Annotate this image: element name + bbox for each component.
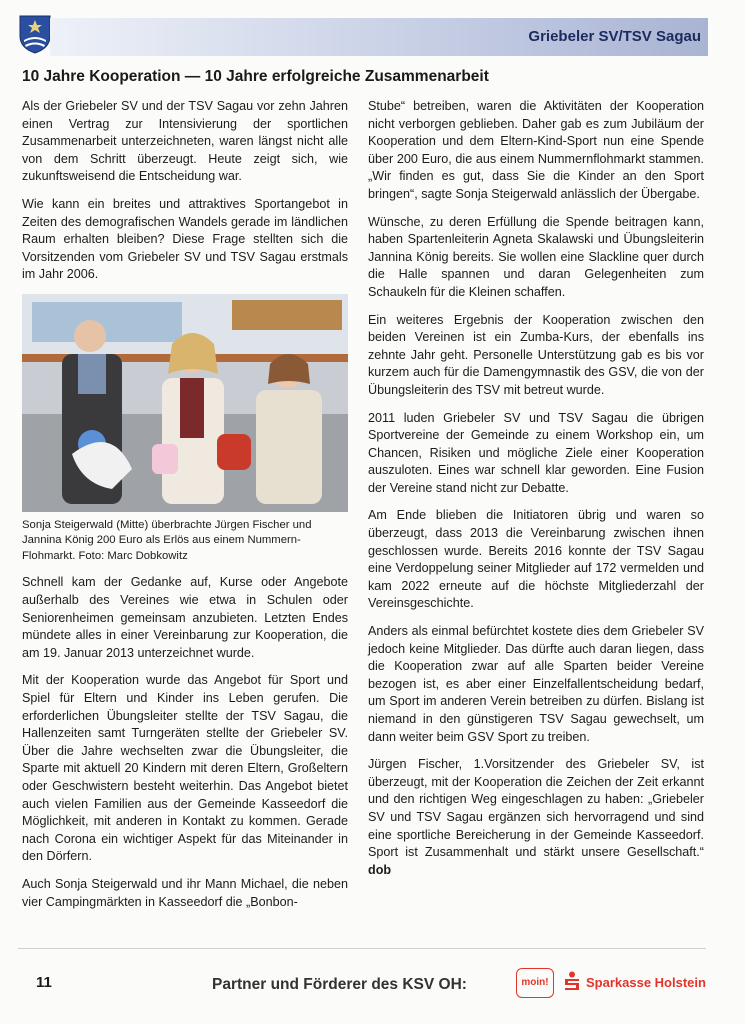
partner-text: Partner und Förderer des KSV OH: (212, 976, 467, 993)
sparkasse-logo-icon (563, 971, 581, 991)
paragraph: Am Ende blieben die Initiatoren übrig und waren so überzeugt, dass 2013 die Vereinbarung zwischen ihnen geschlossen wurde. Bereits 2016 konnte der TSV Sagau eine Verdoppelung seiner Mitglieder auf 172 vermelden und kam 2022 erneute auf die höchste Mitgliederzahl der Vereinsgeschichte. (368, 508, 704, 611)
left-column (22, 98, 348, 921)
right-column (368, 98, 704, 889)
article-title: 10 Jahre Kooperation — 10 Jahre erfolgreiche Zusammenarbeit (22, 68, 489, 85)
paragraph: Schnell kam der Gedanke auf, Kurse oder Angebote außerhalb des Vereines wie etwa in Schulen oder Seniorenheimen gemeinsam anzubieten. Letzten Endes mündete alles in einer Vereinbarung zur Kooperation, die am 19. Januar 2013 unterzeichnet wurde. (22, 575, 348, 660)
article-photo (22, 294, 348, 512)
paragraph-last (368, 756, 704, 879)
author-signature: dob (368, 862, 392, 877)
sparkasse-name: Sparkasse Holstein (586, 975, 706, 990)
paragraph: Mit der Kooperation wurde das Angebot für Sport und Spiel für Eltern und Kinder ins Leben gerufen. Die erforderlichen Übungsleiter stellte der TSV Sagau, die Hallenzeiten samt Turngeräten stellte der Griebeler SV. Über die Jahre wechselten zwar die Übungsleiter, die Sparte mit aktuell 20 Kindern mit deren Eltern, Großeltern oder Geschwistern besteht weiterhin. Das Angebot bietet auch vielen Familien aus der Gemeinde Kasseedorf die Möglichkeit, mit anderen in Kontakt zu kommen. Gerade nach Corona ein wichtiger Aspekt für das Miteinander in den Dörfern. (22, 673, 348, 864)
paragraph: Anders als einmal befürchtet kostete dies dem Griebeler SV jedoch keine Mitglieder. Das dürfte auch daran liegen, dass die Kooperation zwar auf alle Sparten beider Vereine bezogen ist, es aber einer Einzelfallentscheidung bedarf, um Sport im anderen Verein betreiben zu dürfen. Bislang ist niemand in den günstigeren TSV Sagau gewechselt, um dann weiter beim GSV Sport zu treiben. (368, 624, 704, 744)
paragraph: Wünsche, zu deren Erfüllung die Spende beitragen kann, haben Spartenleiterin Agneta Skalawski und Übungsleiterin Jannina König bereits. Sie wollen eine Slackline quer durch die Halle spannen und daran Gelegenheiten zum Schaukeln für die Kleinen schaffen. (368, 214, 704, 299)
paragraph: Auch Sonja Steigerwald und ihr Mann Michael, die neben vier Campingmärkten in Kasseedorf die „Bonbon- (22, 876, 348, 909)
paragraph: Wie kann ein breites und attraktives Sportangebot in Zeiten des demografischen Wandels gerade im ländlichen Raum erhalten bleiben? Diese Frage stellten sich die Vorsitzenden vom Griebeler SV und TSV Sagau erstmals im Jahr 2006. (22, 196, 348, 282)
last-paragraph-text: Jürgen Fischer, 1.Vorsitzender des Griebeler SV, ist überzeugt, mit der Kooperation die Zeichen der Zeit erkannt und den richtigen Weg eingeschlagen zu haben: „Griebeler SV und TSV Sagau ergänzen sich hervorragend und sind eine sportliche Bereicherung in der Gemeinde Kasseedorf. Sport ist Zusammenhalt und stärkt unsere Gesellschaft.“ (368, 757, 704, 860)
paragraph: Ein weiteres Ergebnis der Kooperation zwischen den beiden Vereinen ist ein Zumba-Kurs, der ebenfalls ins zehnte Jahr geht. Personelle Unterstützung gab es bis vor kurzem auch für die Damengymnastik des GSV, die von der Übungsleiterin des TSV mit betreut wurde. (368, 312, 704, 397)
moin-logo: moin! (516, 968, 554, 998)
club-crest-icon (18, 14, 52, 54)
photo-caption: Sonja Steigerwald (Mitte) überbrachte Jürgen Fischer und Jannina König 200 Euro als Erlös aus einem Nummern-Flohmarkt. Foto: Marc Dobkowitz (22, 518, 312, 562)
paragraph: Als der Griebeler SV und der TSV Sagau vor zehn Jahren einen Vertrag zur Intensivierung der sportlichen Zusammenarbeit unterzeichneten, waren längst nicht alle von dem Schritt überzeugt. Heute zeigt sich, wie zukunftsweisend die Entscheidung war. (22, 99, 348, 184)
header-club-name: Griebeler SV/TSV Sagau (528, 28, 701, 45)
footer-divider (18, 948, 706, 949)
page-number: 11 (36, 974, 52, 991)
paragraph: 2011 luden Griebeler SV und TSV Sagau die übrigen Sportvereine der Gemeinde zu einem Workshop ein, um Chancen, Risiken und mögliche Ziele einer Kooperation auszuloten. Eines war schnell klar geworden. Eine Fusion der Vereine stand nicht zur Debatte. (368, 410, 704, 495)
paragraph: Stube“ betreiben, waren die Aktivitäten der Kooperation nicht verborgen geblieben. Daher gab es zum Jubiläum der Kooperation und dem Eltern-Kind-Sport nun eine Spende über 200 Euro, die aus einem Nummernflohmarkt stammen. „Wir finden es gut, dass Sie die Kinder an den Sport bringen“, sagte Sonja Steigerwald anlässlich der Übergabe. (368, 99, 704, 201)
